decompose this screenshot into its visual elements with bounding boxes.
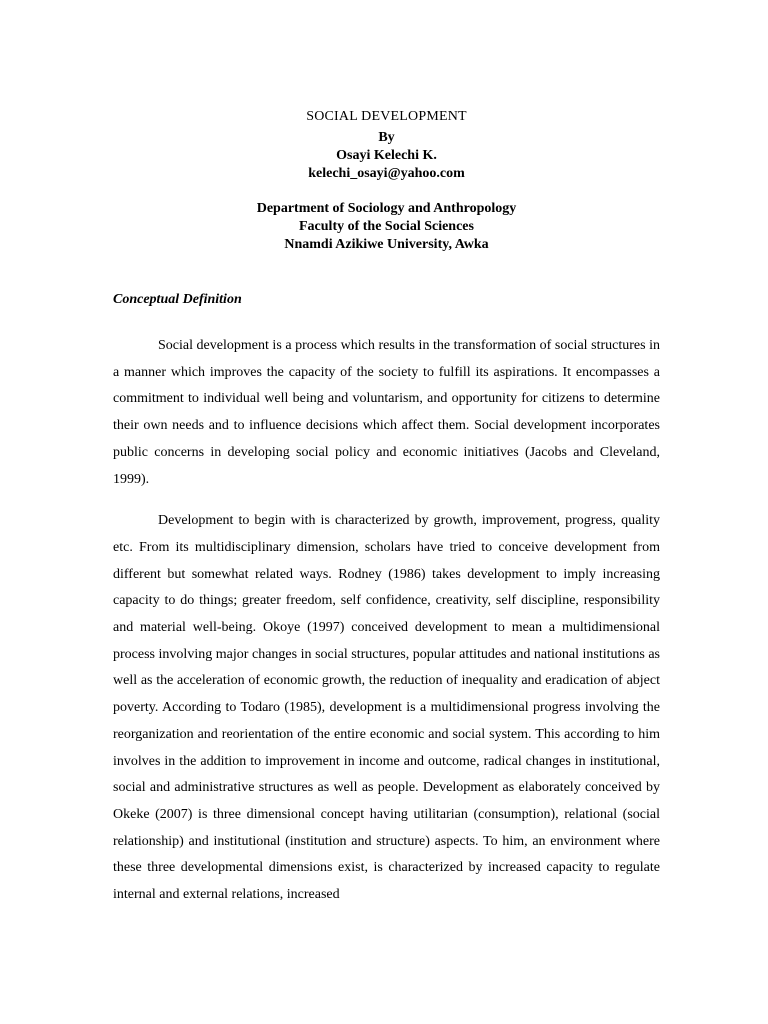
affiliation-block	[113, 200, 660, 254]
university-name: Nnamdi Azikiwe University, Awka	[284, 237, 489, 252]
paragraph: Development to begin with is characterized by growth, improvement, progress, quality etc. From its multidisciplinary dimension, scholars have tried to conceive development from different but somewhat related ways. Rodney (1986) takes development to imply increasing capacity to do things; greater freedom, self confidence, creativity, self discipline, responsibility and material well-being. Okoye (1997) conceived development to mean a multidimensional process involving major changes in social structures, popular attitudes and national institutions as well as the acceleration of economic growth, the reduction of inequality and eradication of abject poverty. According to Todaro (1985), development is a multidimensional progress involving the reorganization and reorientation of the entire economic and social system. This according to him involves in the addition to improvement in income and outcome, radical changes in institutional, social and administrative structures as well as people. Development as elaborately conceived by Okeke (2007) is three dimensional concept having utilitarian (consumption), relational (social relationship) and institutional (institution and structure) aspects. To him, an environment where these three developmental dimensions exist, is characterized by increased capacity to regulate internal and external relations, increased	[113, 513, 660, 903]
by-line: By	[378, 130, 395, 145]
author-name: Osayi Kelechi K.	[336, 148, 437, 163]
document-page	[113, 108, 660, 909]
section-heading: Conceptual Definition	[113, 292, 242, 307]
author-email: kelechi_osayi@yahoo.com	[308, 166, 465, 181]
title-block	[113, 108, 660, 183]
faculty-name: Faculty of the Social Sciences	[299, 219, 474, 234]
department-name: Department of Sociology and Anthropology	[256, 201, 517, 216]
document-title: SOCIAL DEVELOPMENT	[306, 109, 467, 124]
paragraph: Social development is a process which results in the transformation of social structures in a manner which improves the capacity of the society to fulfill its aspirations. It encompasses a commitment to individual well being and voluntarism, and opportunity for citizens to determine their own needs and to influence decisions which affect them. Social development incorporates public concerns in developing social policy and economic initiatives (Jacobs and Cleveland, 1999).	[113, 338, 660, 487]
